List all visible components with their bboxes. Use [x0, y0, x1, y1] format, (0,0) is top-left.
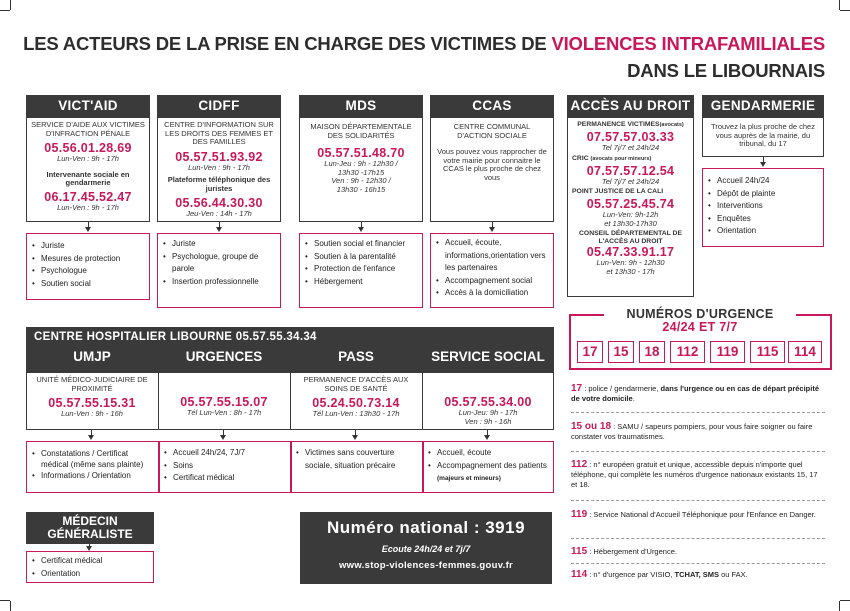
- acces-hours-line: et 13h30 - 17h: [606, 266, 655, 276]
- list-item: • Victimes sans couverture sociale, situation précaire: [293, 447, 421, 472]
- urgence-line-17: 17 : police / gendarmerie, dans l'urgence ou en cas de départ précipité de votre domicile.: [571, 383, 819, 403]
- victaid-info-box: [26, 117, 150, 222]
- urgence-number-115[interactable]: 115: [750, 341, 785, 363]
- gendarmerie-text: Trouvez la plus proche de chez vous auprès de la mairie, du tribunal, du 17: [711, 122, 815, 149]
- arrow-head: [85, 227, 91, 232]
- arrow-head: [358, 227, 364, 232]
- urgence-number-17[interactable]: 17: [577, 341, 603, 363]
- list-item: • Accueil 24h/24: [705, 175, 821, 188]
- acces-hours-line: Lun-Ven: 9h - 12h30: [596, 258, 665, 268]
- service-social-hours: Ven : 9h - 16h: [464, 416, 512, 426]
- page-subtitle: DANS LE LIBOURNAIS: [627, 60, 825, 81]
- list-item: • Informations / Orientation: [29, 470, 157, 482]
- ccas-header: CCAS: [430, 95, 554, 117]
- title-highlight: VIOLENCES INTRAFAMILIALES: [551, 33, 825, 54]
- pass-hours: Tél Lun-Ven : 13h30 - 17h: [312, 409, 400, 419]
- divider: [290, 441, 292, 493]
- list-item: • Accès à la domiciliation: [433, 287, 551, 300]
- crop-mark: [840, 10, 850, 11]
- cidff-hours-2: Jeu-Ven : 14h - 17h: [186, 208, 252, 218]
- urgence-line-15-18: 15 ou 18 : SAMU / sapeurs pompiers, pour vous faire soigner ou faire constater vos traumatismes.: [571, 421, 813, 441]
- list-item: • Certificat médical: [29, 555, 151, 568]
- mds-hours-line: 13h30 -17h15: [337, 167, 385, 177]
- list-item: • Soutien social: [29, 278, 147, 291]
- arrow-head: [88, 435, 94, 440]
- gendarmerie-header: GENDARMERIE: [702, 95, 824, 117]
- urgence-number-119[interactable]: 119: [710, 341, 745, 363]
- divider: [571, 500, 825, 501]
- list-item: • Juriste: [29, 240, 147, 253]
- service-social-hours: Lun-Jeu: 9h - 17h: [458, 408, 518, 417]
- acces-phone-2[interactable]: 07.57.57.12.54: [586, 163, 675, 178]
- divider: [571, 412, 825, 413]
- acces-hours-line: et 13h30-17h30: [604, 218, 657, 228]
- ccas-info-box: [430, 117, 554, 222]
- list-item: • Dépôt de plainte: [705, 188, 821, 201]
- cidff-services-box: [157, 233, 281, 308]
- national-sub: Ecoute 24h/24 et 7j/7: [381, 544, 471, 554]
- crop-mark: [839, 601, 840, 611]
- urgence-line-114: 114 : n° d'urgence par VISIO, TCHAT, SMS ou FAX.: [571, 569, 748, 580]
- list-item: • Insertion professionnelle: [160, 276, 278, 289]
- divider: [290, 372, 291, 430]
- urgence-number-114[interactable]: 114: [788, 341, 822, 363]
- mds-header: MDS: [299, 95, 423, 117]
- acces-info-box: [567, 117, 694, 297]
- hospital-title: CENTRE HOSPITALIER LIBOURNE 05.57.55.34.34: [34, 331, 317, 343]
- mds-hours-line: 13h30 - 16h15: [336, 184, 386, 194]
- medecin-services-box: [26, 551, 154, 583]
- urgence-line-115: 115 : Hébergement d'Urgence.: [571, 546, 677, 557]
- pass-desc: PERMANENCE D'ACCÈS AUX SOINS DE SANTÉ: [303, 375, 409, 393]
- cidff-sub: Plateforme téléphonique des juristes: [167, 175, 271, 193]
- acces-phone-4[interactable]: 05.47.33.91.17: [586, 245, 675, 260]
- urgence-number-15[interactable]: 15: [608, 341, 634, 363]
- list-item: • Juriste: [160, 238, 278, 251]
- mds-desc: MAISON DÉPARTEMENTALE DES SOLIDARITÉS: [310, 122, 412, 140]
- acces-hours-2: Tel 7j/7 et 24h/24: [601, 176, 660, 186]
- umjp-info: [28, 376, 156, 419]
- list-item: • Accueil, écoute: [425, 447, 553, 460]
- divider: [158, 441, 160, 493]
- urgences-hours: Tél Lun-Ven : 8h - 17h: [186, 408, 262, 417]
- list-item: • Enquêtes: [705, 213, 821, 226]
- list-item: • Certificat médical: [161, 472, 289, 485]
- urgence-title-2: 24/24 ET 7/7: [662, 320, 738, 334]
- list-item: • Accueil, écoute, informations,orientation vers les partenaires: [433, 237, 551, 275]
- list-item: • Soins: [161, 460, 289, 473]
- divider: [158, 372, 159, 430]
- acces-phone-3[interactable]: 05.57.25.45.74: [586, 196, 675, 211]
- ccas-text: Vous pouvez vous rapprocher de votre mairie pour connaitre le CCAS le plus proche de chez vous: [437, 147, 547, 182]
- arrow-head: [489, 227, 495, 232]
- list-item: • Psychologue: [29, 265, 147, 278]
- list-item: • Orientation: [29, 568, 151, 581]
- acces-hours-1: Tel 7j/7 et 24h/24: [601, 142, 660, 152]
- mds-services-box: [299, 233, 423, 308]
- ccas-desc: CENTRE COMMUNAL D'ACTION SOCIALE: [453, 122, 531, 140]
- urgences-info: [160, 395, 288, 418]
- acces-entry-label: CRIC (avocats pour mineurs): [572, 155, 652, 163]
- victaid-desc: SERVICE D'AIDE AUX VICTIMES D'INFRACTION PÉNALE: [31, 120, 145, 138]
- arrow-head: [220, 435, 226, 440]
- list-item: • Soutien social et financier: [302, 238, 420, 251]
- pass-info: [292, 376, 420, 419]
- list-item: • Accompagnement des patients (majeurs et mineurs): [425, 460, 553, 486]
- urgence-number-18[interactable]: 18: [639, 341, 665, 363]
- list-item: • Mesures de protection: [29, 253, 147, 266]
- crop-mark: [10, 601, 11, 611]
- medecin-header: MÉDECIN GÉNÉRALISTE: [26, 512, 154, 544]
- umjp-services: [29, 449, 157, 482]
- mds-phone[interactable]: 05.57.51.48.70: [317, 146, 405, 161]
- cidff-info-box: [157, 117, 281, 222]
- service-social-header: SERVICE SOCIAL: [431, 349, 545, 364]
- divider: [571, 451, 825, 452]
- victaid-phone-1[interactable]: 05.56.01.28.69: [44, 141, 132, 156]
- pass-phone[interactable]: 05.24.50.73.14: [312, 396, 400, 411]
- urgences-phone[interactable]: 05.57.55.15.07: [180, 395, 268, 409]
- mds-hours-line: Ven : 9h - 12h30 /: [331, 176, 391, 186]
- crop-mark: [840, 600, 850, 601]
- arrow-head: [760, 162, 766, 167]
- umjp-hours: Lun-Ven : 9h - 16h: [61, 409, 123, 419]
- crop-mark: [0, 10, 10, 11]
- urgence-line-112: 112 : n° européen gratuit et unique, accessible depuis n'importe quel téléphone, qui complète les numéros d'urgence nationaux existants 15, 17 et 18.: [571, 459, 818, 489]
- umjp-phone[interactable]: 05.57.55.15.31: [48, 396, 136, 411]
- list-item: • Accompagnement social: [433, 275, 551, 288]
- acces-entry-label: CONSEIL DÉPARTEMENTAL DE L'ACCÈS AU DROIT: [579, 230, 682, 245]
- mds-hours-line: Lun-Jeu : 9h - 12h30 /: [324, 159, 398, 169]
- service-social-info: [424, 395, 552, 426]
- list-item: • Interventions: [705, 200, 821, 213]
- page-title: LES ACTEURS DE LA PRISE EN CHARGE DES VICTIMES DE VIOLENCES INTRAFAMILIALES: [23, 33, 825, 54]
- divider: [422, 372, 423, 430]
- divider: [571, 563, 825, 564]
- cidff-phone-1[interactable]: 05.57.51.93.92: [175, 149, 263, 164]
- victaid-header: VICT'AID: [26, 95, 150, 117]
- pass-services: [293, 447, 421, 472]
- urgence-title: NUMÉROS D'URGENCE: [626, 307, 774, 321]
- service-social-services: [425, 447, 553, 486]
- national-url[interactable]: www.stop-violences-femmes.gouv.fr: [338, 560, 514, 571]
- victaid-services-box: [26, 233, 150, 300]
- arrow-head: [216, 227, 222, 232]
- list-item: • Hébergement: [302, 276, 420, 289]
- urgences-header: URGENCES: [185, 349, 263, 364]
- national-title: Numéro national : 3919: [326, 518, 526, 537]
- victaid-phone-2[interactable]: 06.17.45.52.47: [44, 189, 132, 204]
- pass-header: PASS: [338, 349, 374, 364]
- service-social-phone[interactable]: 05.57.55.34.00: [444, 395, 532, 409]
- gendarmerie-info-box: [702, 117, 824, 157]
- urgence-line-119: 119 : Service National d'Accueil Téléphonique pour l'Enfance en Danger.: [571, 509, 816, 520]
- crop-mark: [0, 600, 10, 601]
- ccas-services-box: [430, 233, 554, 308]
- list-item: • Constatations / Certificat médical (même sans plainte): [29, 449, 157, 470]
- cidff-desc: CENTRE D'INFORMATION SUR LES DROITS DES FEMMES ET DES FAMILLES: [164, 120, 274, 147]
- list-item: • Psychologue, groupe de parole: [160, 251, 278, 276]
- victaid-hours-1: Lun-Ven : 9h - 17h: [57, 154, 119, 164]
- acces-entry-label: POINT JUSTICE DE LA CALI: [572, 188, 664, 196]
- acces-phone-1[interactable]: 07.57.57.03.33: [586, 129, 675, 144]
- mds-info-box: [299, 117, 423, 222]
- arrow-head: [484, 435, 490, 440]
- list-item: • Soutien à la parentalité: [302, 251, 420, 264]
- acces-header: ACCÈS AU DROIT: [567, 95, 694, 117]
- acces-entry-label: PERMANENCE VICTIMES(avocats): [577, 121, 684, 128]
- cidff-header: CIDFF: [157, 95, 281, 117]
- acces-hours-line: Lun-Ven: 9h-12h: [602, 209, 659, 219]
- umjp-desc: UNITÉ MÉDICO-JUDICIAIRE DE PROXIMITÉ: [36, 375, 148, 393]
- divider: [571, 538, 825, 539]
- victaid-sub: Intervenante sociale en gendarmerie: [46, 169, 130, 188]
- list-item: • Accueil 24h/24, 7J/7: [161, 447, 289, 460]
- cidff-hours-1: Lun-Ven : 9h - 17h: [188, 162, 250, 172]
- cidff-phone-2[interactable]: 05.56.44.30.30: [175, 195, 263, 210]
- crop-mark: [839, 0, 840, 10]
- list-item: • Protection de l'enfance: [302, 263, 420, 276]
- urgence-number-112[interactable]: 112: [670, 341, 705, 363]
- national-box: [300, 512, 552, 584]
- gendarmerie-services-box: [702, 168, 824, 247]
- crop-mark: [10, 0, 11, 10]
- arrow-head: [352, 435, 358, 440]
- umjp-header: UMJP: [73, 349, 111, 364]
- list-item: • Orientation: [705, 225, 821, 238]
- victaid-hours-2: Lun-Ven : 9h - 17h: [57, 202, 119, 212]
- urgences-services: [161, 447, 289, 485]
- divider: [422, 441, 424, 493]
